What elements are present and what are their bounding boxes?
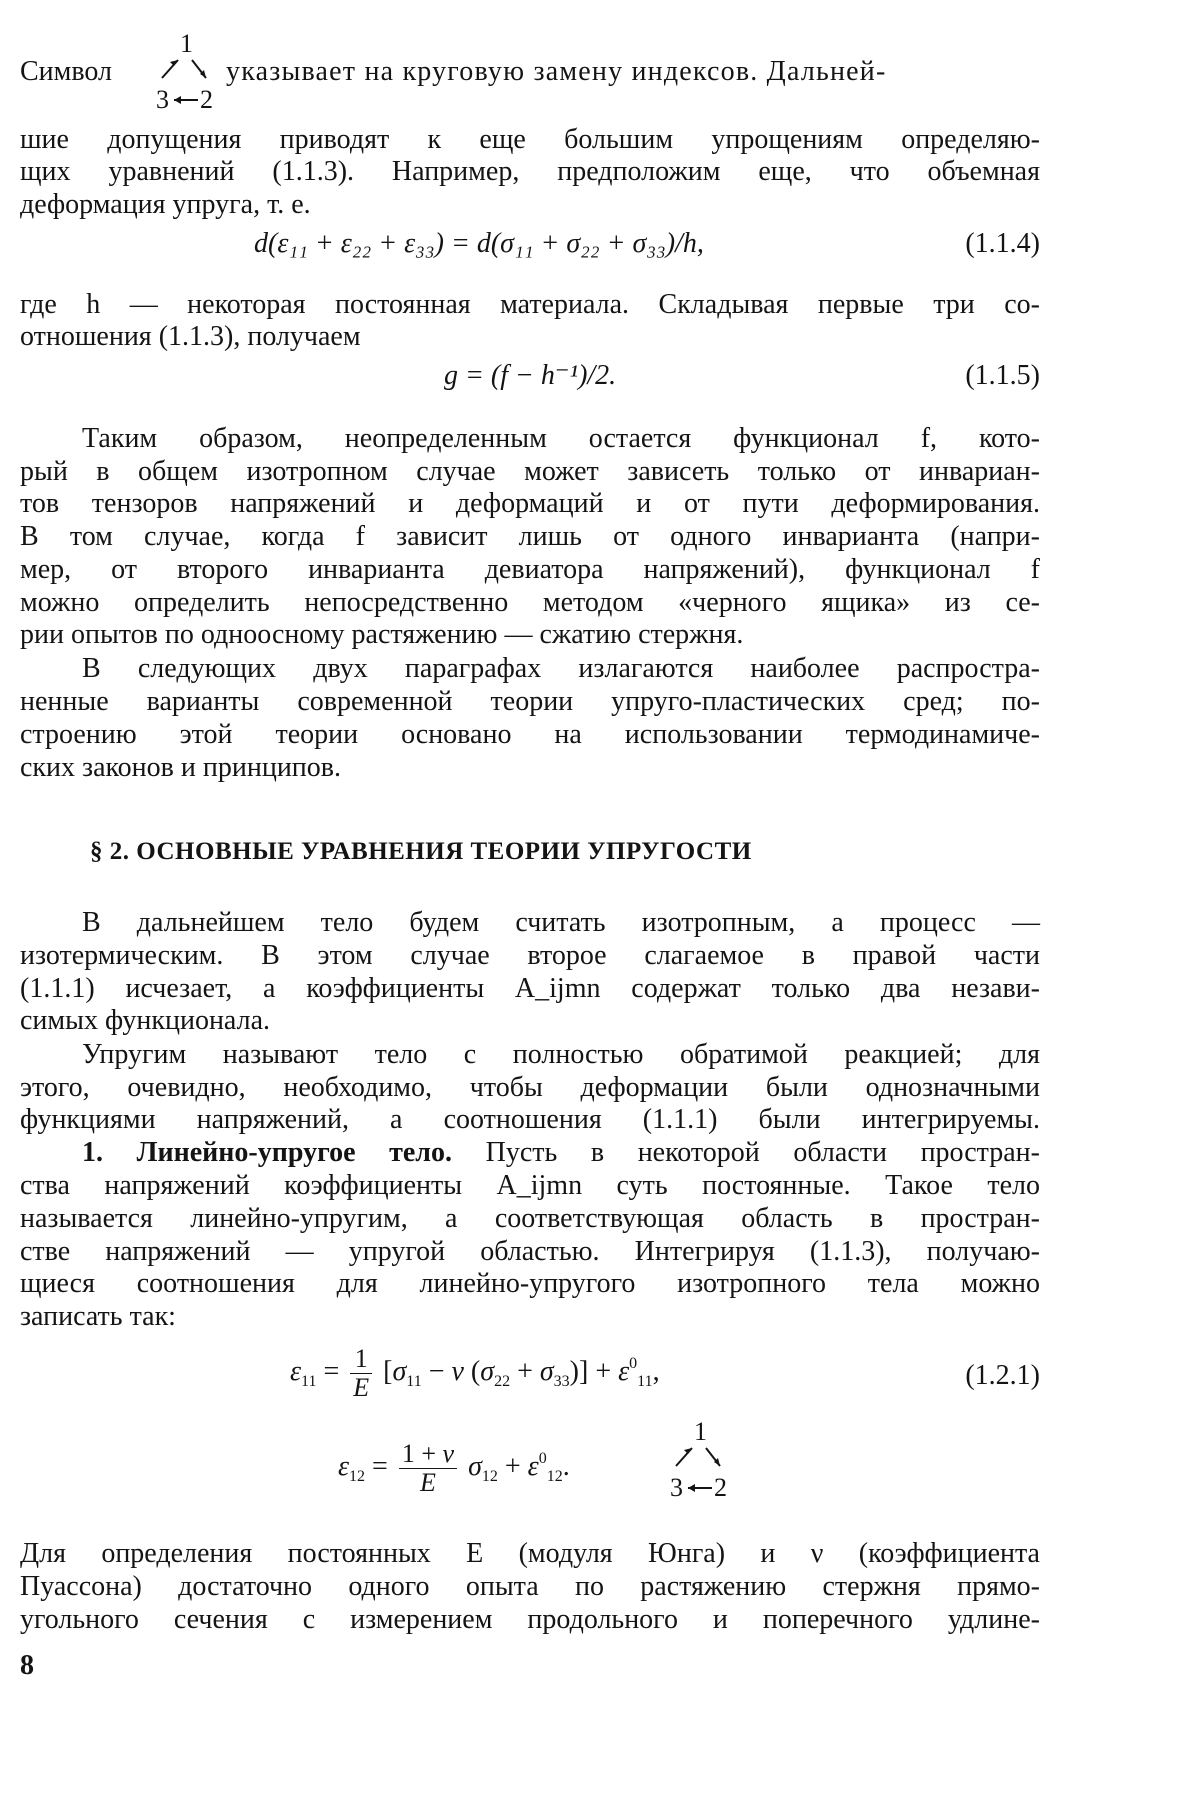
equation-1-2-1-b: ε12 = 1 + ν E σ12 + ε012. <box>338 1440 570 1497</box>
cycle-top: 1 <box>694 1418 707 1446</box>
intro-line: щих уравнений (1.1.3). Например, предположим еще, что объемная <box>20 156 1040 188</box>
after-114-line: отношения (1.1.3), получаем <box>20 321 1040 353</box>
cycle-top: 1 <box>180 30 193 58</box>
para5-line: ства напряжений коэффициенты A_ijmn суть постоянные. Такое тело <box>20 1170 1040 1202</box>
para5-first-line <box>20 1137 1040 1169</box>
para2-line: ских законов и принципов. <box>20 752 1040 784</box>
para5-line: щиеся соотношения для линейно-упругого изотропного тела можно <box>20 1268 1040 1300</box>
intro-line: шие допущения приводят к еще большим упрощениям определяю- <box>20 124 1040 156</box>
equation-1-1-4-text: d(ε₁₁ + ε₂₂ + ε₃₃) = d(σ₁₁ + σ₂₂ + σ₃₃)/h, <box>254 228 704 259</box>
para1-line: тов тензоров напряжений и деформаций и от пути деформирования. <box>20 488 1040 520</box>
intro-rest: указывает на круговую замену индексов. Дальней- <box>226 56 887 87</box>
equation-1-2-1-a: ε11 = 1 E [σ11 − ν (σ22 + σ33)] + ε011, <box>290 1345 660 1402</box>
cycle-right: 2 <box>714 1473 727 1498</box>
para5-line: стве напряжений — упругой областью. Интегрируя (1.1.3), получаю- <box>20 1236 1040 1268</box>
para2-line: В следующих двух параграфах излагаются наиболее распростра- <box>20 653 1040 685</box>
equation-1-1-4 <box>254 228 704 260</box>
para2-line: ненные варианты современной теории упруго-пластических сред; по- <box>20 686 1040 718</box>
para1-line: Таким образом, неопределенным остается функционал f, кото- <box>20 423 1040 455</box>
para5-bold-lead: 1. Линейно-упругое тело. <box>82 1137 452 1168</box>
para1-line: В том случае, когда f зависит лишь от одного инварианта (напри- <box>20 521 1040 553</box>
cycle-left: 3 <box>670 1473 683 1498</box>
cycle-symbol-icon <box>662 1418 742 1498</box>
para5-line: Пусть в некоторой области простран- <box>486 1137 1040 1168</box>
para5-line: записать так: <box>20 1301 1040 1333</box>
equation-1-1-5 <box>444 360 616 392</box>
para3-line: (1.1.1) исчезает, а коэффициенты A_ijmn содержат только два незави- <box>20 973 1040 1005</box>
para4-line: функциями напряжений, а соотношения (1.1.1) были интегрируемы. <box>20 1104 1040 1136</box>
para2-line: строению этой теории основано на использовании термодинамиче- <box>20 719 1040 751</box>
page-number: 8 <box>20 1650 34 1682</box>
para5-line: называется линейно-упругим, а соответствующая область в простран- <box>20 1203 1040 1235</box>
equation-number: (1.1.4) <box>965 228 1040 260</box>
after-114-line: где h — некоторая постоянная материала. Складывая первые три со- <box>20 289 1040 321</box>
para4-line: этого, очевидно, необходимо, чтобы деформации были однозначными <box>20 1072 1040 1104</box>
para1-line: можно определить непосредственно методом «черного ящика» из се- <box>20 587 1040 619</box>
para3-line: симых функционала. <box>20 1005 1040 1037</box>
para1-line: рый в общем изотропном случае может зависеть только от инвариан- <box>20 456 1040 488</box>
cycle-symbol-icon <box>148 30 228 110</box>
para4-line: Упругим называют тело с полностью обратимой реакцией; для <box>20 1039 1040 1071</box>
section-heading: § 2. ОСНОВНЫЕ УРАВНЕНИЯ ТЕОРИИ УПРУГОСТИ <box>90 838 752 866</box>
cycle-right: 2 <box>200 85 213 110</box>
equation-number: (1.1.5) <box>965 360 1040 392</box>
para6-line: Пуассона) достаточно одного опыта по растяжению стержня прямо- <box>20 1571 1040 1603</box>
intro-simvol: Символ <box>20 56 112 87</box>
cycle-left: 3 <box>156 85 169 110</box>
equation-number: (1.2.1) <box>965 1360 1040 1392</box>
para6-line: угольного сечения с измерением продольного и поперечного удлине- <box>20 1604 1040 1636</box>
intro-line: деформация упруга, т. е. <box>20 189 1040 221</box>
para6-line: Для определения постоянных E (модуля Юнга) и ν (коэффициента <box>20 1538 1040 1570</box>
para3-line: изотермическим. В этом случае второе слагаемое в правой части <box>20 940 1040 972</box>
para3-line: В дальнейшем тело будем считать изотропным, а процесс — <box>20 907 1040 939</box>
para1-line: рии опытов по одноосному растяжению — сжатию стержня. <box>20 619 1040 651</box>
page <box>20 0 1040 1811</box>
equation-1-1-5-text: g = (f − h⁻¹)/2. <box>444 360 616 391</box>
para1-line: мер, от второго инварианта девиатора напряжений), функционал f <box>20 554 1040 586</box>
